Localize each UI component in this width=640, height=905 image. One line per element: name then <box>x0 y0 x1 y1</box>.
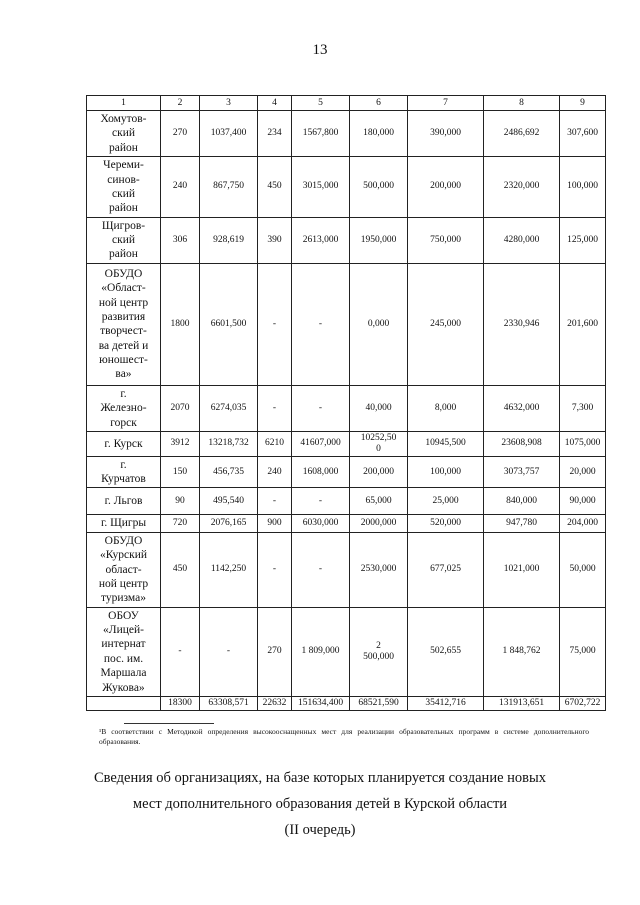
value-cell: 1 848,762 <box>484 607 560 696</box>
value-cell: 10252,50 0 <box>350 431 408 456</box>
value-cell: 131913,651 <box>484 696 560 710</box>
value-cell: 1800 <box>161 263 200 385</box>
value-cell: - <box>258 488 292 515</box>
value-cell: 456,735 <box>200 456 258 488</box>
value-cell: 6274,035 <box>200 385 258 431</box>
value-cell: 450 <box>258 157 292 218</box>
value-cell: - <box>292 385 350 431</box>
value-cell: 720 <box>161 515 200 532</box>
value-cell: 2 500,000 <box>350 607 408 696</box>
value-cell: 677,025 <box>408 532 484 607</box>
value-cell: 502,655 <box>408 607 484 696</box>
value-cell: - <box>200 607 258 696</box>
value-cell: 928,619 <box>200 217 258 263</box>
value-cell: 23608,908 <box>484 431 560 456</box>
value-cell: 150 <box>161 456 200 488</box>
footnote-divider <box>124 723 214 724</box>
value-cell: 18300 <box>161 696 200 710</box>
value-cell: 307,600 <box>560 111 606 157</box>
value-cell: 3912 <box>161 431 200 456</box>
value-cell: 151634,400 <box>292 696 350 710</box>
value-cell: 13218,732 <box>200 431 258 456</box>
value-cell: 306 <box>161 217 200 263</box>
value-cell: - <box>292 532 350 607</box>
table-body <box>87 111 606 711</box>
value-cell: 245,000 <box>408 263 484 385</box>
row-name-cell: ОБУДО «Област- ной центр развития творчест- ва детей и юношест- ва» <box>87 263 161 385</box>
value-cell: 22632 <box>258 696 292 710</box>
value-cell: 6702,722 <box>560 696 606 710</box>
row-name-cell: Хомутов- ский район <box>87 111 161 157</box>
value-cell: 3015,000 <box>292 157 350 218</box>
row-name-cell: Щигров- ский район <box>87 217 161 263</box>
row-name-cell: ОБОУ «Лицей- интернат пос. им. Маршала Жукова» <box>87 607 161 696</box>
value-cell: 35412,716 <box>408 696 484 710</box>
header-cell: 8 <box>484 96 560 111</box>
value-cell: 234 <box>258 111 292 157</box>
value-cell: 200,000 <box>408 157 484 218</box>
value-cell: 1567,800 <box>292 111 350 157</box>
table-row <box>87 263 606 385</box>
value-cell: 0,000 <box>350 263 408 385</box>
value-cell: 25,000 <box>408 488 484 515</box>
value-cell: 240 <box>161 157 200 218</box>
value-cell: 20,000 <box>560 456 606 488</box>
value-cell: 100,000 <box>560 157 606 218</box>
value-cell: 125,000 <box>560 217 606 263</box>
row-name-cell: Череми- синов- ский район <box>87 157 161 218</box>
value-cell: 2530,000 <box>350 532 408 607</box>
value-cell: 68521,590 <box>350 696 408 710</box>
table-row <box>87 607 606 696</box>
value-cell: 204,000 <box>560 515 606 532</box>
section-heading-line-1: Сведения об организациях, на базе которых планируется создание новых <box>93 770 546 786</box>
value-cell: 7,300 <box>560 385 606 431</box>
value-cell: 1608,000 <box>292 456 350 488</box>
page-number: 13 <box>312 42 328 58</box>
value-cell: 6210 <box>258 431 292 456</box>
value-cell: - <box>258 532 292 607</box>
row-name-cell <box>87 696 161 710</box>
value-cell: 450 <box>161 532 200 607</box>
table-row <box>87 385 606 431</box>
value-cell: 1 809,000 <box>292 607 350 696</box>
value-cell: 65,000 <box>350 488 408 515</box>
table-row <box>87 456 606 488</box>
value-cell: 2613,000 <box>292 217 350 263</box>
value-cell: 750,000 <box>408 217 484 263</box>
value-cell: - <box>292 263 350 385</box>
value-cell: 1950,000 <box>350 217 408 263</box>
value-cell: 2000,000 <box>350 515 408 532</box>
table-header-row <box>87 96 606 111</box>
value-cell: 4280,000 <box>484 217 560 263</box>
data-table <box>86 95 606 711</box>
value-cell: 6601,500 <box>200 263 258 385</box>
table-row <box>87 515 606 532</box>
value-cell: - <box>161 607 200 696</box>
value-cell: 390 <box>258 217 292 263</box>
row-name-cell: г. Щигры <box>87 515 161 532</box>
row-name-cell: г. Железно- горск <box>87 385 161 431</box>
value-cell: 4632,000 <box>484 385 560 431</box>
row-name-cell: г. Курск <box>87 431 161 456</box>
value-cell: 2330,946 <box>484 263 560 385</box>
section-heading-line-3: (II очередь) <box>284 822 356 838</box>
value-cell: 180,000 <box>350 111 408 157</box>
value-cell: 3073,757 <box>484 456 560 488</box>
row-name-cell: ОБУДО «Курский област- ной центр туризма» <box>87 532 161 607</box>
value-cell: 40,000 <box>350 385 408 431</box>
header-cell: 6 <box>350 96 408 111</box>
value-cell: 495,540 <box>200 488 258 515</box>
value-cell: 200,000 <box>350 456 408 488</box>
value-cell: 1021,000 <box>484 532 560 607</box>
value-cell: - <box>258 385 292 431</box>
value-cell: 867,750 <box>200 157 258 218</box>
header-cell: 4 <box>258 96 292 111</box>
value-cell: 500,000 <box>350 157 408 218</box>
value-cell: 520,000 <box>408 515 484 532</box>
value-cell: 2076,165 <box>200 515 258 532</box>
row-name-cell: г. Курчатов <box>87 456 161 488</box>
value-cell: 6030,000 <box>292 515 350 532</box>
value-cell: 270 <box>161 111 200 157</box>
header-cell: 5 <box>292 96 350 111</box>
value-cell: 270 <box>258 607 292 696</box>
value-cell: 201,600 <box>560 263 606 385</box>
value-cell: 900 <box>258 515 292 532</box>
header-cell: 9 <box>560 96 606 111</box>
table-row <box>87 111 606 157</box>
footnote: ¹В соответствии с Методикой определения высокооснащенных мест для реализации образовательных программ в системе дополнительного образования. <box>99 727 589 747</box>
value-cell: 1075,000 <box>560 431 606 456</box>
value-cell: 947,780 <box>484 515 560 532</box>
value-cell: 2070 <box>161 385 200 431</box>
value-cell: 50,000 <box>560 532 606 607</box>
value-cell: 41607,000 <box>292 431 350 456</box>
table-row <box>87 431 606 456</box>
value-cell: 840,000 <box>484 488 560 515</box>
section-heading-line-2: мест дополнительного образования детей в Курской области <box>132 796 508 812</box>
value-cell: 1037,400 <box>200 111 258 157</box>
value-cell: 100,000 <box>408 456 484 488</box>
table-row <box>87 696 606 710</box>
value-cell: - <box>292 488 350 515</box>
table-row <box>87 217 606 263</box>
value-cell: 90,000 <box>560 488 606 515</box>
value-cell: 2486,692 <box>484 111 560 157</box>
header-cell: 7 <box>408 96 484 111</box>
value-cell: - <box>258 263 292 385</box>
header-cell: 3 <box>200 96 258 111</box>
table-row <box>87 488 606 515</box>
value-cell: 90 <box>161 488 200 515</box>
value-cell: 63308,571 <box>200 696 258 710</box>
value-cell: 10945,500 <box>408 431 484 456</box>
value-cell: 390,000 <box>408 111 484 157</box>
value-cell: 75,000 <box>560 607 606 696</box>
value-cell: 2320,000 <box>484 157 560 218</box>
table-row <box>87 532 606 607</box>
header-cell: 2 <box>161 96 200 111</box>
value-cell: 240 <box>258 456 292 488</box>
row-name-cell: г. Льгов <box>87 488 161 515</box>
value-cell: 8,000 <box>408 385 484 431</box>
table-row <box>87 157 606 218</box>
value-cell: 1142,250 <box>200 532 258 607</box>
header-cell: 1 <box>87 96 161 111</box>
